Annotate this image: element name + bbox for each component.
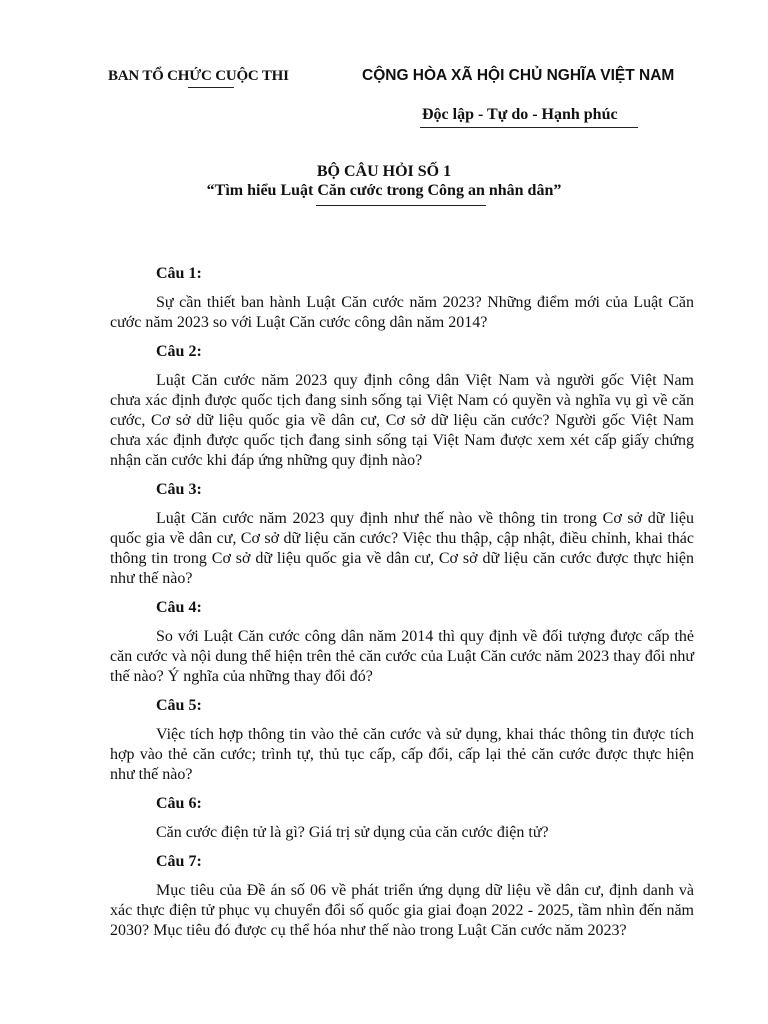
question-text: Sự cần thiết ban hành Luật Căn cước năm 2023? Những điểm mới của Luật Căn cước năm 2023 so với Luật Căn cước công dân năm 2014? — [110, 294, 694, 331]
motto-underline — [420, 127, 638, 128]
organizer-underline — [188, 87, 234, 88]
question-item — [110, 480, 694, 589]
question-text: Luật Căn cước năm 2023 quy định như thế nào về thông tin trong Cơ sở dữ liệu quốc gia về dân cư, Cơ sở dữ liệu căn cước? Việc thu thập, cập nhật, điều chỉnh, khai thác thông tin trong Cơ sở dữ liệu quốc gia về dân cư, Cơ sở dữ liệu căn cước được thực hiện như thế nào? — [110, 510, 694, 587]
question-item — [110, 598, 694, 687]
organizer-heading: BAN TỔ CHỨC CUỘC THI — [108, 68, 289, 84]
question-label: Câu 7: — [156, 853, 202, 870]
motto: Độc lập - Tự do - Hạnh phúc — [422, 106, 618, 123]
question-text: Luật Căn cước năm 2023 quy định công dân Việt Nam và người gốc Việt Nam chưa xác định được quốc tịch đang sinh sống tại Việt Nam có quyền và nghĩa vụ gì về căn cước, Cơ sở dữ liệu quốc gia về dân cư, Cơ sở dữ liệu căn cước? Người gốc Việt Nam chưa xác định được quốc tịch đang sinh sống tại Việt Nam được xem xét cấp giấy chứng nhận căn cước khi đáp ứng những quy định nào? — [110, 372, 694, 469]
question-label: Câu 2: — [156, 343, 202, 360]
question-label: Câu 4: — [156, 599, 202, 616]
document-subtitle: “Tìm hiểu Luật Căn cước trong Công an nhân dân” — [206, 182, 562, 199]
question-label: Câu 3: — [156, 481, 202, 498]
question-list — [110, 264, 694, 950]
subtitle-underline — [316, 205, 486, 206]
question-item — [110, 794, 694, 843]
question-item — [110, 342, 694, 471]
question-item — [110, 696, 694, 785]
question-text: Căn cước điện tử là gì? Giá trị sử dụng của căn cước điện tử? — [156, 824, 549, 841]
question-text: So với Luật Căn cước công dân năm 2014 thì quy định về đối tượng được cấp thẻ căn cước và nội dung thể hiện trên thẻ căn cước của Luật Căn cước năm 2023 thay đổi như thế nào? Ý nghĩa của những thay đổi đó? — [110, 628, 694, 685]
nation-heading: CỘNG HÒA XÃ HỘI CHỦ NGHĨA VIỆT NAM — [362, 67, 675, 84]
question-item — [110, 264, 694, 333]
question-label: Câu 5: — [156, 697, 202, 714]
question-text: Mục tiêu của Đề án số 06 về phát triển ứng dụng dữ liệu về dân cư, định danh và xác thực điện tử phục vụ chuyển đổi số quốc gia giai đoạn 2022 - 2025, tầm nhìn đến năm 2030? Mục tiêu đó được cụ thể hóa như thế nào trong Luật Căn cước năm 2023? — [110, 882, 694, 939]
question-item — [110, 852, 694, 941]
document-title: BỘ CÂU HỎI SỐ 1 — [316, 163, 452, 180]
question-label: Câu 6: — [156, 795, 202, 812]
question-label: Câu 1: — [156, 265, 202, 282]
question-text: Việc tích hợp thông tin vào thẻ căn cước và sử dụng, khai thác thông tin được tích hợp vào thẻ căn cước; trình tự, thủ tục cấp, cấp đổi, cấp lại thẻ căn cước được thực hiện như thế nào? — [110, 726, 694, 783]
